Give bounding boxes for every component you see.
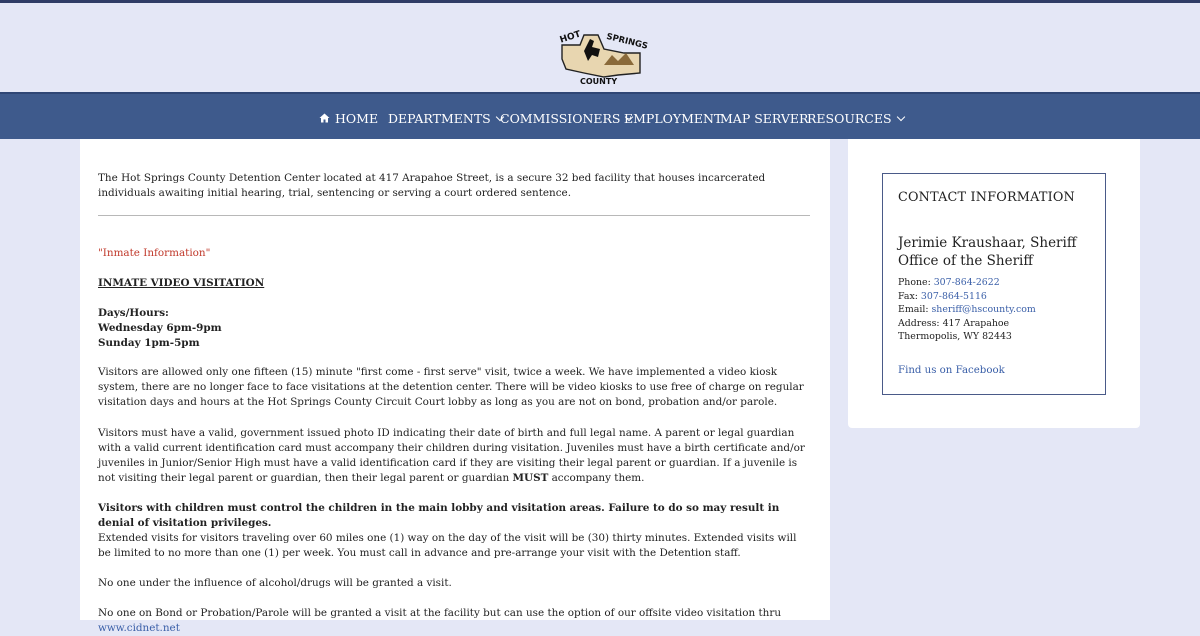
nav-resources[interactable] (807, 111, 904, 126)
visitation-paragraph-1: Visitors are allowed only one fifteen (15) minute "first come - first serve" visit, twice a week. We have implemented a video kiosk system, there are no longer face to face visitations at the detention center. There will be video kiosks to use free of charge on regular visitation days and hours at the Hot Springs County Circuit Court lobby as long as you are not on bond, probation and/or parole. (98, 366, 804, 408)
county-logo[interactable] (554, 25, 648, 87)
sheriff-name: Jerimie Kraushaar, Sheriff (898, 235, 1077, 251)
main-content (80, 139, 830, 634)
nav-home-label: HOME (335, 111, 379, 126)
nav-home[interactable] (319, 111, 378, 126)
fax-row: Fax: 307-864-5116 (898, 290, 987, 302)
address-line-1: Address: 417 Arapahoe (898, 317, 1010, 329)
days-hours-label: Days/Hours: (98, 307, 169, 319)
nav-map-server[interactable] (720, 111, 808, 126)
phone-row: Phone: 307-864-2622 (898, 277, 1000, 288)
facebook-link[interactable]: Find us on Facebook (898, 365, 1005, 376)
contact-information-box (882, 173, 1106, 395)
sidebar (848, 139, 1140, 428)
visitation-paragraph-2: Visitors must have a valid, government issued photo ID indicating their date of birth and full legal name. A parent or legal guardian with a valid current identification card must accompany their children during visitation. Juveniles must have a birth certificate and/or juveniles in Junior/Senior High must have a valid identification card if they are visiting their legal parent or guardian. If a juvenile is not visiting their legal parent or guardian, then their legal parent or guardian MUST accompany them. (98, 427, 805, 484)
contact-title: CONTACT INFORMATION (898, 190, 1075, 205)
phone-link[interactable]: 307-864-2622 (933, 277, 1000, 288)
nav-departments[interactable] (388, 111, 503, 126)
video-visitation-heading: INMATE VIDEO VISITATION (98, 277, 265, 289)
nav-commissioners[interactable] (500, 111, 632, 126)
visitation-paragraph-4: Extended visits for visitors traveling over 60 miles one (1) way on the day of the visit will be (30) thirty minutes. Extended visits will be limited to no more than one (1) per week. You must call in advance and pre-arrange your visit with the Detention staff. (98, 532, 797, 559)
inmate-info-label: "Inmate Information" (98, 247, 211, 259)
divider (98, 215, 810, 216)
fax-link[interactable]: 307-864-5116 (920, 290, 987, 302)
nav-employment[interactable] (624, 111, 722, 126)
visit-day-sunday: Sunday 1pm-5pm (98, 337, 200, 349)
intro-text: The Hot Springs County Detention Center located at 417 Arapahoe Street, is a secure 32 bed facility that houses incarcerated individuals awaiting initial hearing, trial, sentencing or serving a court ordered sentence. (98, 172, 766, 199)
visitation-paragraph-5: No one under the influence of alcohol/drugs will be granted a visit. (98, 577, 452, 589)
email-row: Email: sheriff@hscounty.com (898, 304, 1036, 316)
email-link[interactable]: sheriff@hscounty.com (931, 304, 1036, 316)
contact-name-block (898, 234, 1076, 270)
svg-text:HOT: HOT (558, 29, 583, 46)
nav-resources-label: RESOURCES (807, 111, 892, 126)
main-nav (0, 92, 1200, 139)
visit-day-wednesday: Wednesday 6pm-9pm (98, 322, 222, 334)
chevron-down-icon (896, 113, 904, 121)
visitation-paragraph-3: Visitors with children must control the children in the main lobby and visitation areas. Failure to do so may result in denial of visitation privileges. (98, 502, 780, 529)
svg-text:COUNTY: COUNTY (580, 77, 618, 86)
svg-text:SPRINGS: SPRINGS (605, 31, 649, 52)
visitation-paragraph-6: No one on Bond or Probation/Parole will be granted a visit at the facility but can use the option of our offsite video visitation thru www.cidnet.net (98, 607, 782, 634)
nav-commissioners-label: COMMISSIONERS (500, 111, 621, 126)
nav-departments-label: DEPARTMENTS (388, 111, 491, 126)
site-header (0, 3, 1200, 92)
home-icon (319, 113, 330, 123)
office-name: Office of the Sheriff (898, 253, 1033, 269)
contact-details (898, 276, 1036, 344)
cidnet-link[interactable]: www.cidnet.net (98, 622, 180, 634)
nav-map-server-label: MAP SERVER (720, 111, 809, 126)
address-line-2: Thermopolis, WY 82443 (898, 331, 1012, 343)
nav-employment-label: EMPLOYMENT (624, 111, 723, 126)
